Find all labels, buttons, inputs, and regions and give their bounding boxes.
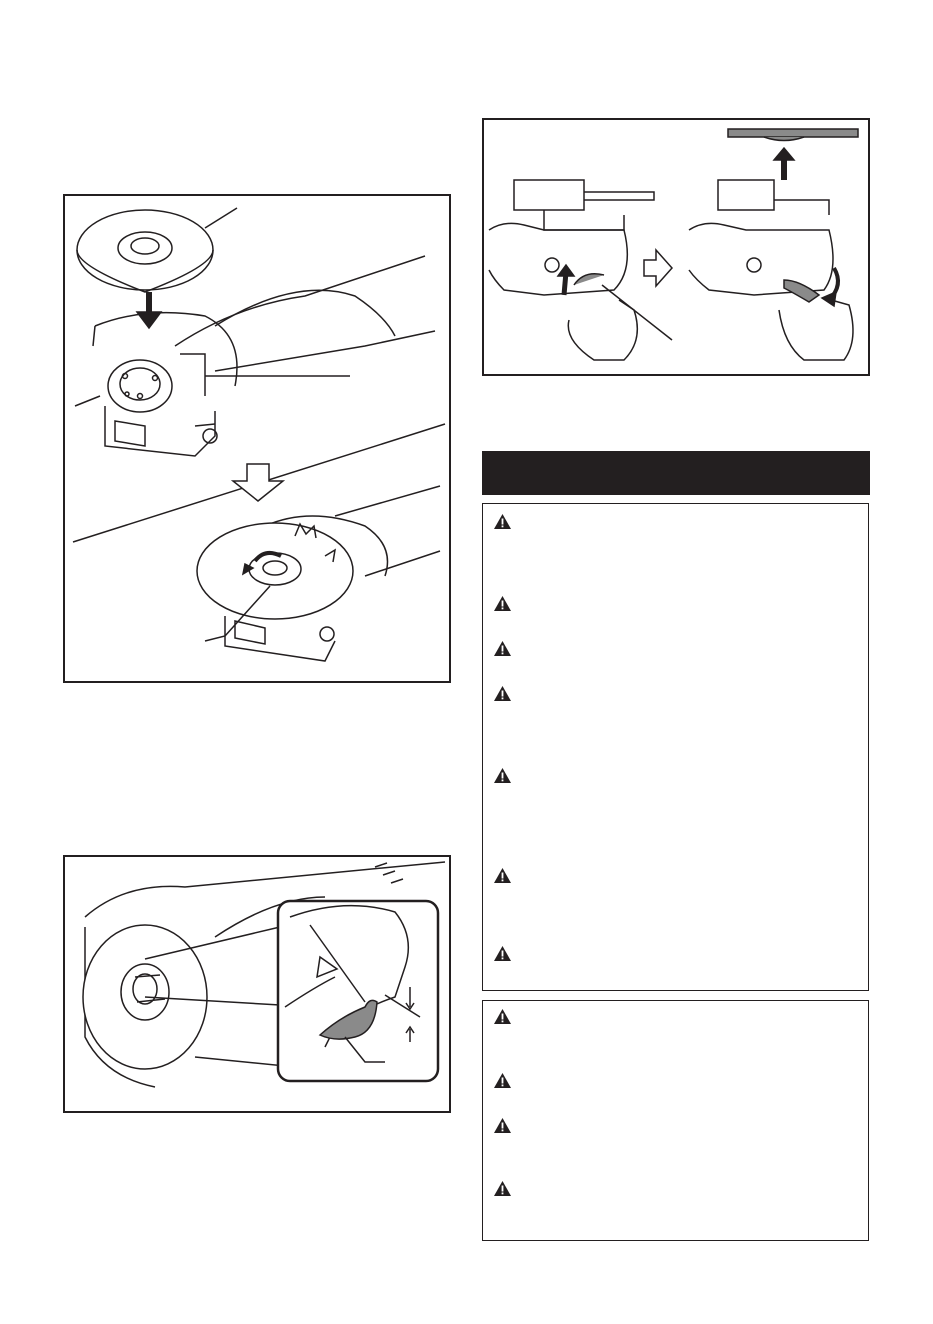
wheel-removal-illustration [484, 120, 868, 374]
warning-triangle-icon [494, 641, 511, 656]
warning-triangle-icon [494, 1073, 511, 1088]
warning-box-1 [482, 503, 869, 991]
lever-detail-illustration [65, 857, 449, 1111]
warning-box-2 [482, 1000, 869, 1241]
warning-triangle-icon [494, 868, 511, 883]
section-header-bar [482, 451, 870, 495]
warning-triangle-icon [494, 596, 511, 611]
figure-wheel-removal [482, 118, 870, 376]
warning-triangle-icon [494, 946, 511, 961]
wheel-installation-illustration [65, 196, 449, 681]
figure-wheel-installation [63, 194, 451, 683]
warning-triangle-icon [494, 514, 511, 529]
warning-triangle-icon [494, 1118, 511, 1133]
warning-triangle-icon [494, 768, 511, 783]
warning-triangle-icon [494, 1181, 511, 1196]
warning-triangle-icon [494, 686, 511, 701]
figure-lever-detail [63, 855, 451, 1113]
warning-triangle-icon [494, 1009, 511, 1024]
